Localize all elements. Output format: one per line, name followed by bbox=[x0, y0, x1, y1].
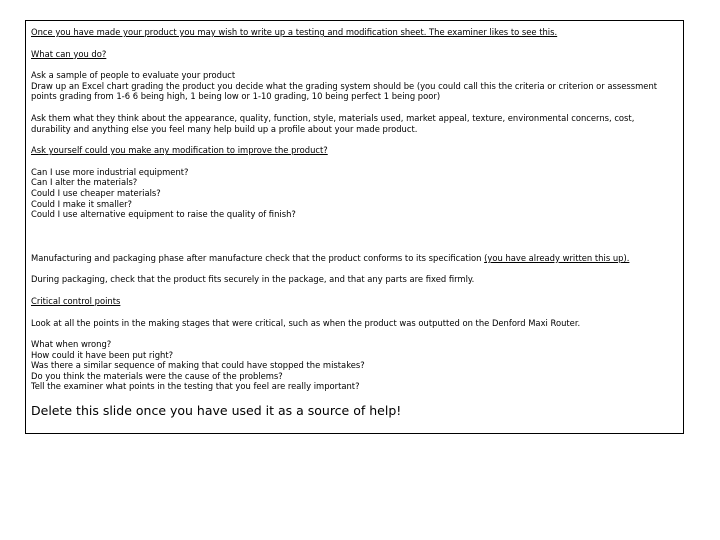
heading-what-can-you-do: What can you do? bbox=[31, 48, 107, 59]
question-item: Could I use alternative equipment to raise the quality of finish? bbox=[31, 209, 296, 220]
ask-them-line-1: Ask them what they think about the appearance, quality, function, style, materials used, market appeal, texture, environmental concerns, cost, bbox=[31, 112, 635, 123]
ask-sample-text: Ask a sample of people to evaluate your product bbox=[31, 70, 236, 81]
intro-text: Once you have made your product you may wish to write up a testing and modification sheet. The examiner likes to see this. bbox=[31, 27, 558, 37]
question-item: Could I make it smaller? bbox=[31, 198, 132, 209]
manufacturing-text bbox=[31, 253, 681, 264]
review-question: Do you think the materials were the cause of the problems? bbox=[31, 370, 283, 381]
heading-modification: Ask yourself could you make any modification to improve the product? bbox=[31, 145, 328, 156]
review-question: What when wrong? bbox=[31, 339, 112, 350]
question-item: Can I alter the materials? bbox=[31, 177, 138, 188]
manufacturing-note: (you have already written this up). bbox=[484, 252, 630, 263]
question-item: Could I use cheaper materials? bbox=[31, 187, 161, 198]
excel-line-2: points grading from 1-6 6 being high, 1 being low or 1-10 grading, 10 being perfect 1 being poor) bbox=[31, 91, 441, 102]
review-question: How could it have been put right? bbox=[31, 349, 174, 360]
ask-them-line-2: durability and anything else you feel many help build up a profile about your made product. bbox=[31, 123, 418, 134]
heading-critical-control: Critical control points bbox=[31, 295, 121, 306]
slide-text bbox=[31, 27, 681, 418]
excel-line-1: Draw up an Excel chart grading the product you decide what the grading system should be (you could call this the criteria or criterion or assessment bbox=[31, 80, 658, 91]
question-item: Can I use more industrial equipment? bbox=[31, 166, 189, 177]
delete-note: Delete this slide once you have used it as a source of help! bbox=[31, 403, 402, 419]
review-question: Tell the examiner what points in the testing that you feel are really important? bbox=[31, 381, 360, 392]
packaging-text: During packaging, check that the product fits securely in the package, and that any parts are fixed firmly. bbox=[31, 274, 475, 285]
critical-text: Look at all the points in the making stages that were critical, such as when the product was outputted on the Denford Maxi Router. bbox=[31, 317, 581, 328]
manufacturing-main: Manufacturing and packaging phase after manufacture check that the product conforms to its specification bbox=[31, 252, 485, 263]
review-question: Was there a similar sequence of making that could have stopped the mistakes? bbox=[31, 360, 365, 371]
